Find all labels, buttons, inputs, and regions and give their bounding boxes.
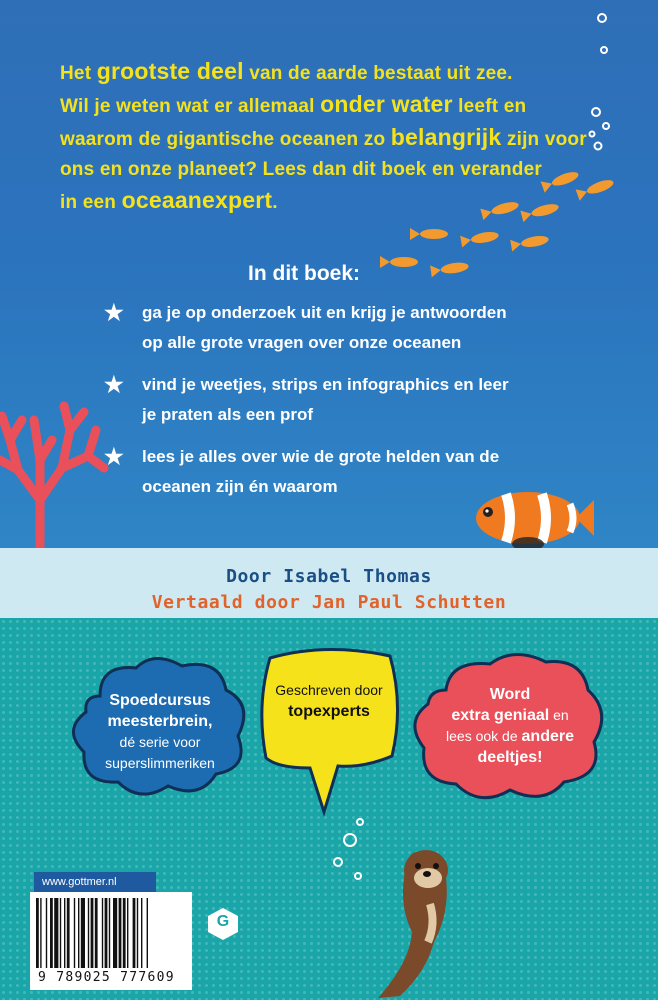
barcode-bar	[81, 898, 85, 968]
fish-school-illustration	[380, 168, 620, 288]
barcode-bar	[105, 898, 108, 968]
barcode-bar	[141, 898, 142, 968]
barcode-bar	[147, 898, 148, 968]
barcode-bar	[36, 898, 39, 968]
bullet-line: vind je weetjes, strips en infographics en leer	[142, 375, 509, 394]
barcode-bars	[36, 898, 186, 972]
barcode-bar	[64, 898, 65, 968]
intro-text: Het grootste deel van de aarde bestaat uit zee. Wil je weten wat er allemaal onder water leeft en waarom de gigantische oceanen zo belangrijk zijn voor ons en onze planeet? Lees dan dit boek en verander in een oceaanexpert.	[60, 58, 587, 213]
in-dit-boek-heading: In dit boek:	[248, 262, 360, 285]
coral-illustration	[0, 390, 110, 560]
middle-bubble-text: Geschreven door topexperts	[275, 682, 383, 720]
bullet-line: op alle grote vragen over onze oceanen	[142, 333, 462, 352]
barcode-bar	[102, 898, 103, 968]
clownfish-illustration	[466, 478, 596, 558]
barcode-bar	[78, 898, 79, 968]
barcode-bar	[67, 898, 70, 968]
barcode-bar	[127, 898, 128, 968]
star-icon: ★	[104, 372, 124, 397]
barcode-bar	[137, 898, 138, 968]
light-wave-band	[0, 548, 658, 628]
bullet-line: oceanen zijn én waarom	[142, 477, 338, 496]
barcode-bar	[119, 898, 122, 968]
star-icon: ★	[104, 444, 124, 469]
bullet-line: lees je alles over wie de grote helden van de	[142, 447, 500, 466]
barcode-bar	[88, 898, 89, 968]
translator-credit: Vertaald door Jan Paul Schutten	[151, 592, 507, 613]
barcode-bar	[133, 898, 136, 968]
barcode-bar	[50, 898, 53, 968]
otter-illustration	[330, 812, 470, 1000]
middle-speech-bubble	[254, 646, 404, 816]
barcode-bar	[113, 898, 117, 968]
barcode-bar	[123, 898, 126, 968]
publisher-logo-letter: G	[216, 913, 230, 930]
barcode-bar	[46, 898, 47, 968]
barcode-bar	[40, 898, 41, 968]
author-credit: Door Isabel Thomas	[226, 566, 432, 587]
right-bubble-text: Word extra geniaal en lees ook de andere deeltjes!	[446, 686, 574, 766]
left-bubble-text: Spoedcursus meesterbrein, dé serie voor superslimmeriken	[105, 692, 215, 771]
barcode-bar	[54, 898, 58, 968]
bullet-line: ga je op onderzoek uit en krijg je antwoorden	[142, 303, 507, 322]
barcode-bar	[74, 898, 75, 968]
barcode-bar	[60, 898, 61, 968]
star-icon: ★	[104, 300, 124, 325]
publisher-website: www.gottmer.nl	[34, 872, 156, 892]
barcode-bar	[109, 898, 110, 968]
bullet-line: je praten als een prof	[142, 405, 313, 424]
isbn-number: 9 789025 777609	[38, 970, 175, 985]
barcode-bar	[91, 898, 94, 968]
barcode-bar	[95, 898, 98, 968]
